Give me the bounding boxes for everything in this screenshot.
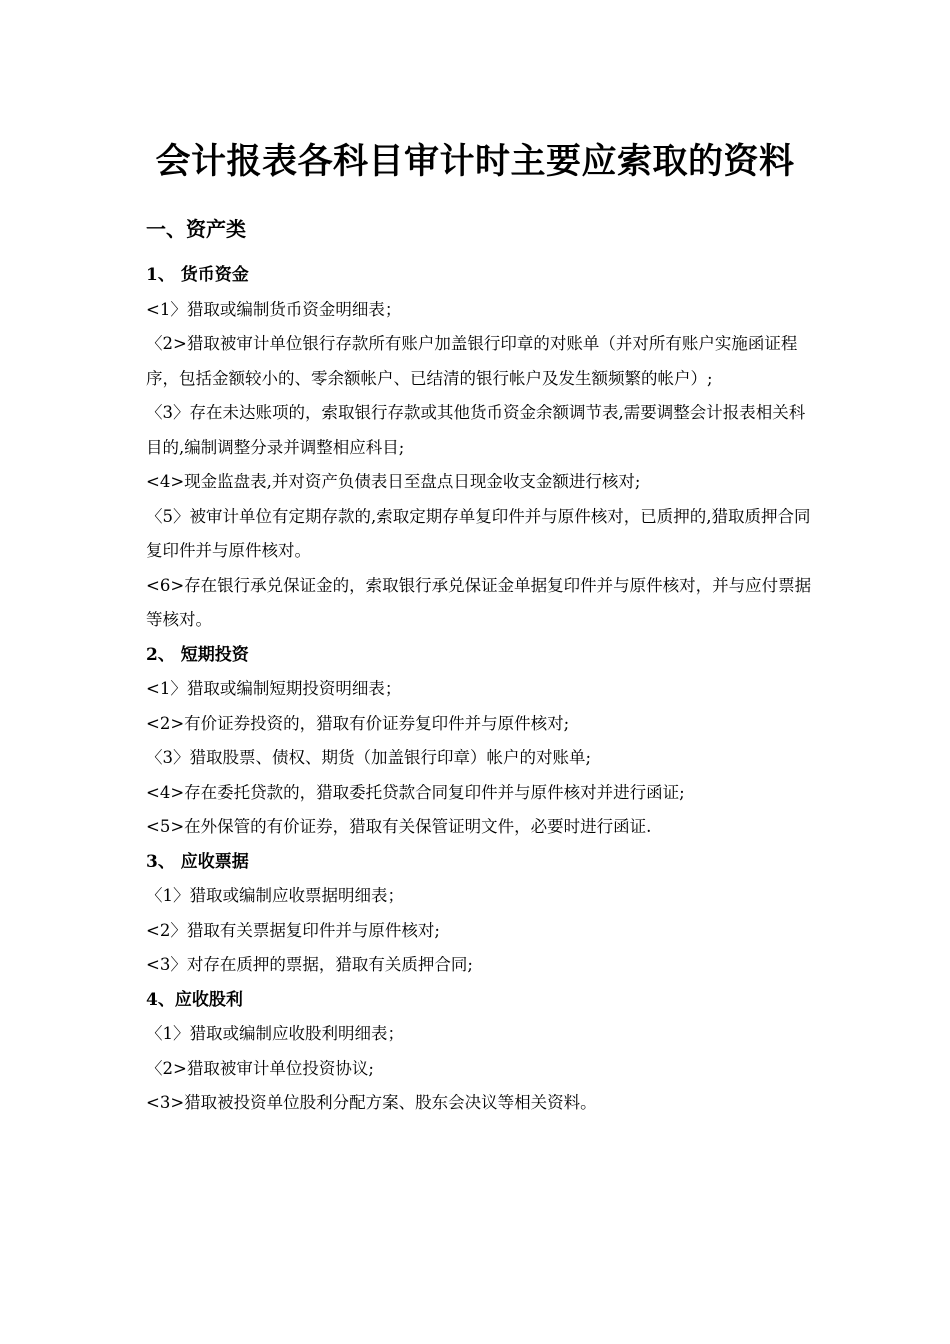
list-item: <4>现金监盘表,并对资产负债表日至盘点日现金收支金额进行核对; [146, 472, 641, 491]
list-item: <4>存在委托贷款的，猎取委托贷款合同复印件并与原件核对并进行函证; [146, 782, 685, 802]
list-item: 〈2>猎取被审计单位银行存款所有账户加盖银行印章的对账单（并对所有账户实施函证程序，包括金额较小的、零余额帐户、已结清的银行帐户及发生额频繁的帐户）; [146, 334, 798, 388]
subsection-short-term-investment [146, 638, 826, 845]
list-item: 〈2>猎取被审计单位投资协议; [146, 1058, 374, 1078]
subsection-heading: 4、应收股利 [146, 989, 243, 1010]
subsection-heading: 2、 短期投资 [146, 644, 249, 665]
list-item: <2>有价证券投资的，猎取有价证券复印件并与原件核对; [146, 713, 570, 733]
subsection-dividends-receivable [146, 983, 826, 1121]
list-item: <5>在外保管的有价证券，猎取有关保管证明文件，必要时进行函证. [146, 817, 652, 836]
subsection-heading: 3、 应收票据 [146, 851, 249, 872]
list-item: <6>存在银行承兑保证金的，索取银行承兑保证金单据复印件并与原件核对，并与应付票据等核对。 [146, 575, 812, 629]
list-item: <3〉对存在质押的票据，猎取有关质押合同; [146, 955, 473, 974]
list-item: <1〉猎取或编制货币资金明细表； [146, 299, 402, 319]
list-item: 〈5〉被审计单位有定期存款的,索取定期存单复印件并与原件核对，已质押的,猎取质押合同复印件并与原件核对。 [146, 506, 811, 560]
list-item: 〈1〉猎取或编制应收票据明细表； [146, 886, 404, 905]
subsection-heading: 1、 货币资金 [146, 265, 249, 285]
list-item: 〈3〉存在未达账项的，索取银行存款或其他货币资金余额调节表,需要调整会计报表相关科目的,编制调整分录并调整相应科目; [146, 403, 806, 457]
list-item: <1〉猎取或编制短期投资明细表； [146, 679, 402, 698]
section-heading: 一、资产类 [146, 217, 246, 241]
subsection-monetary-funds [146, 258, 826, 638]
list-item: <2〉猎取有关票据复印件并与原件核对; [146, 920, 440, 940]
list-item: 〈3〉猎取股票、债权、期货（加盖银行印章）帐户的对账单; [146, 748, 592, 767]
list-item: 〈1〉猎取或编制应收股利明细表； [146, 1024, 404, 1043]
subsection-notes-receivable [146, 845, 826, 983]
document-title: 会计报表各科目审计时主要应索取的资料 [155, 141, 795, 182]
document-body [146, 212, 826, 1121]
list-item: <3>猎取被投资单位股利分配方案、股东会决议等相关资料。 [146, 1093, 597, 1112]
